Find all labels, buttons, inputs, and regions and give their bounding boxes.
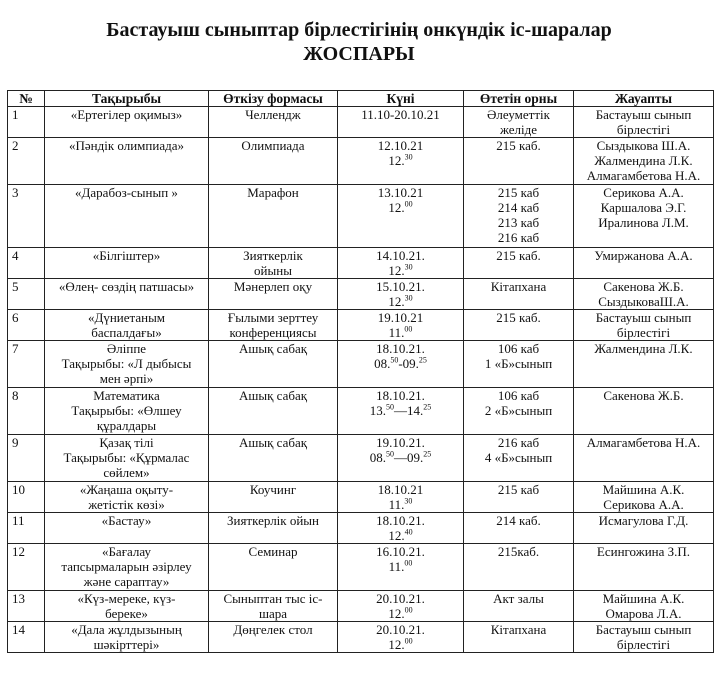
table-row: [8, 513, 714, 544]
date-text: 11.: [388, 497, 405, 512]
table-row: [8, 591, 714, 622]
topic-line: «Білгіштер»: [92, 248, 161, 263]
table-row: [8, 107, 714, 138]
table-row: [8, 482, 714, 513]
cell-number: 13: [8, 591, 45, 622]
header-form: Өткізу формасы: [209, 91, 338, 107]
cell-date: [338, 513, 464, 544]
topic-line: «Дүниетаным: [87, 310, 166, 325]
header-number: №: [8, 91, 45, 107]
date-line: [342, 185, 459, 200]
cell-place: [464, 341, 574, 388]
cell-date: [338, 279, 464, 310]
cell-topic: [45, 435, 209, 482]
cell-form: [209, 388, 338, 435]
place-line: 215 каб: [497, 185, 540, 200]
responsible-line: СыздыковаШ.А.: [598, 294, 689, 309]
topic-line: «Ертегілер оқимыз»: [70, 107, 183, 122]
cell-place: [464, 248, 574, 279]
cell-date: [338, 622, 464, 653]
date-text: 11.: [388, 559, 405, 574]
header-responsible: Жауапты: [574, 91, 714, 107]
date-text: 08.: [374, 356, 391, 371]
topic-line: «Дала жұлдызының: [71, 622, 182, 637]
header-place: Өтетін орны: [464, 91, 574, 107]
table-row: [8, 138, 714, 185]
cell-date: [338, 435, 464, 482]
cell-place: [464, 310, 574, 341]
place-line: 215 каб.: [496, 310, 541, 325]
cell-place: [464, 279, 574, 310]
cell-place: [464, 107, 574, 138]
table-row: [8, 185, 714, 248]
date-text: 12.: [388, 606, 405, 621]
date-line: [342, 341, 459, 356]
cell-responsible: [574, 138, 714, 185]
date-line: [342, 153, 459, 168]
date-text: 13.10.21: [377, 185, 424, 200]
document-subtitle: ЖОСПАРЫ: [303, 43, 415, 65]
table-row: [8, 279, 714, 310]
time-minutes: 50: [390, 355, 399, 365]
topic-line: Қазақ тілі: [99, 435, 154, 450]
date-line: [342, 513, 459, 528]
topic-line: және сараптау»: [83, 574, 170, 589]
date-text: 12.10.21: [377, 138, 424, 153]
place-line: 106 каб: [497, 388, 540, 403]
date-text: 18.10.21.: [376, 341, 425, 356]
date-line: [342, 325, 459, 340]
place-line: 4 «Б»сынып: [484, 450, 553, 465]
form-line: шара: [258, 606, 288, 621]
date-line: [342, 544, 459, 559]
date-text: 19.10.21.: [376, 435, 425, 450]
topic-line: тапсырмаларын әзірлеу: [61, 559, 192, 574]
time-minutes: 00: [404, 636, 413, 646]
cell-place: [464, 388, 574, 435]
place-line: Кітапхана: [490, 622, 547, 637]
topic-line: «Бастау»: [101, 513, 152, 528]
place-line: 2 «Б»сынып: [484, 403, 553, 418]
cell-form: [209, 591, 338, 622]
cell-topic: [45, 279, 209, 310]
topic-line: «Жаңаша оқыту-: [79, 482, 174, 497]
topic-line: Математика: [93, 388, 160, 403]
cell-topic: [45, 107, 209, 138]
table-row: [8, 622, 714, 653]
topic-line: «Күз-мереке, күз-: [77, 591, 176, 606]
date-text: —09.: [394, 450, 424, 465]
form-line: Мәнерлеп оқу: [233, 279, 313, 294]
cell-responsible: [574, 622, 714, 653]
cell-date: [338, 138, 464, 185]
date-text: 20.10.21.: [376, 622, 425, 637]
cell-date: [338, 248, 464, 279]
header-topic: Тақырыбы: [45, 91, 209, 107]
responsible-line: Есингожина З.П.: [596, 544, 691, 559]
table-header-row: [8, 91, 714, 107]
form-line: Коучинг: [249, 482, 297, 497]
cell-place: [464, 544, 574, 591]
date-text: 11.: [388, 325, 405, 340]
cell-form: [209, 482, 338, 513]
place-line: 216 каб: [497, 435, 540, 450]
cell-responsible: [574, 482, 714, 513]
date-text: 11.10-20.10.21: [361, 107, 440, 122]
form-line: конференциясы: [229, 325, 317, 340]
date-line: [342, 200, 459, 215]
place-line: 214 каб: [497, 200, 540, 215]
cell-date: [338, 482, 464, 513]
cell-topic: [45, 341, 209, 388]
cell-place: [464, 482, 574, 513]
form-line: ойыны: [254, 263, 292, 278]
date-text: 15.10.21.: [376, 279, 425, 294]
responsible-line: Жалмендина Л.К.: [594, 341, 693, 356]
topic-line: «Бағалау: [101, 544, 152, 559]
cell-form: [209, 310, 338, 341]
cell-form: [209, 248, 338, 279]
date-line: [342, 388, 459, 403]
cell-date: [338, 341, 464, 388]
topic-line: «Өлең- сөздің патшасы»: [58, 279, 195, 294]
date-line: [342, 263, 459, 278]
date-text: 18.10.21.: [376, 388, 425, 403]
topic-line: құралдары: [96, 418, 157, 433]
cell-place: [464, 622, 574, 653]
place-line: Кітапхана: [490, 279, 547, 294]
place-line: 214 каб.: [496, 513, 541, 528]
topic-line: Тақырыбы: «Құрмалас: [63, 450, 190, 465]
form-line: Ашық сабақ: [238, 435, 308, 450]
time-minutes: 30: [404, 262, 413, 272]
responsible-line: Серикова А.А.: [603, 185, 684, 200]
topic-line: «Дарабоз-сынып »: [75, 185, 178, 200]
cell-responsible: [574, 310, 714, 341]
responsible-line: Иралинова Л.М.: [598, 215, 689, 230]
responsible-line: Умиржанова А.А.: [594, 248, 693, 263]
date-text: 12.: [388, 294, 405, 309]
topic-line: Тақырыбы: «Л дыбысы: [61, 356, 192, 371]
cell-form: [209, 513, 338, 544]
date-line: [342, 403, 459, 418]
date-line: [342, 435, 459, 450]
time-minutes: 25: [423, 402, 432, 412]
table-row: [8, 248, 714, 279]
date-text: 12.: [388, 263, 405, 278]
responsible-line: Исмагулова Г.Д.: [598, 513, 689, 528]
form-line: Олимпиада: [241, 138, 305, 153]
place-line: желіде: [499, 122, 538, 137]
cell-form: [209, 622, 338, 653]
form-line: Челлендж: [245, 107, 301, 122]
cell-form: [209, 107, 338, 138]
time-minutes: 40: [404, 527, 413, 537]
cell-form: [209, 185, 338, 248]
table-row: [8, 544, 714, 591]
cell-date: [338, 544, 464, 591]
date-text: 12.: [388, 153, 405, 168]
place-line: 216 каб: [497, 230, 540, 245]
place-line: Әлеуметтік: [487, 107, 550, 122]
topic-line: шәкірттері»: [93, 637, 160, 652]
date-text: 16.10.21.: [376, 544, 425, 559]
cell-form: [209, 341, 338, 388]
cell-number: 1: [8, 107, 45, 138]
responsible-line: бірлестігі: [616, 325, 671, 340]
cell-place: [464, 591, 574, 622]
form-line: Ғылыми зерттеу: [227, 310, 319, 325]
date-line: [342, 248, 459, 263]
cell-topic: [45, 544, 209, 591]
date-line: [342, 107, 459, 122]
time-minutes: 25: [423, 449, 432, 459]
cell-date: [338, 310, 464, 341]
cell-responsible: [574, 591, 714, 622]
responsible-line: Майшина А.К.: [602, 482, 685, 497]
place-line: 213 каб: [497, 215, 540, 230]
topic-line: Әліппе: [106, 341, 147, 356]
time-minutes: 30: [404, 293, 413, 303]
cell-number: 3: [8, 185, 45, 248]
time-minutes: 30: [404, 152, 413, 162]
date-line: [342, 497, 459, 512]
date-text: 19.10.21: [377, 310, 424, 325]
responsible-line: Бастауыш сынып: [595, 622, 692, 637]
date-line: [342, 450, 459, 465]
cell-date: [338, 107, 464, 138]
place-line: 215 каб.: [496, 248, 541, 263]
time-minutes: 00: [404, 199, 413, 209]
date-text: —14.: [394, 403, 424, 418]
cell-number: 6: [8, 310, 45, 341]
place-line: Акт залы: [493, 591, 544, 606]
cell-number: 4: [8, 248, 45, 279]
date-text: 18.10.21.: [376, 513, 425, 528]
responsible-line: Каршалова Э.Г.: [600, 200, 687, 215]
cell-responsible: [574, 513, 714, 544]
form-line: Семинар: [248, 544, 298, 559]
responsible-line: Сакенова Ж.Б.: [603, 279, 684, 294]
cell-responsible: [574, 107, 714, 138]
cell-topic: [45, 248, 209, 279]
date-line: [342, 559, 459, 574]
form-line: Зияткерлік: [243, 248, 303, 263]
date-line: [342, 310, 459, 325]
cell-place: [464, 435, 574, 482]
responsible-line: Омарова Л.А.: [605, 606, 682, 621]
form-line: Ашық сабақ: [238, 388, 308, 403]
time-minutes: 00: [404, 558, 413, 568]
responsible-line: Сакенова Ж.Б.: [603, 388, 684, 403]
form-line: Зияткерлік ойын: [226, 513, 320, 528]
topic-line: мен әрпі»: [99, 371, 154, 386]
date-text: 18.10.21: [377, 482, 424, 497]
responsible-line: бірлестігі: [616, 637, 671, 652]
responsible-line: Серикова А.А.: [603, 497, 684, 512]
table-row: [8, 310, 714, 341]
form-line: Марафон: [247, 185, 299, 200]
cell-topic: [45, 310, 209, 341]
cell-topic: [45, 185, 209, 248]
cell-place: [464, 138, 574, 185]
time-minutes: 00: [404, 605, 413, 615]
form-line: Ашық сабақ: [238, 341, 308, 356]
date-text: 13.: [369, 403, 386, 418]
date-text: 12.: [388, 200, 405, 215]
cell-topic: [45, 388, 209, 435]
time-minutes: 50: [386, 449, 394, 459]
date-line: [342, 294, 459, 309]
time-minutes: 50: [386, 402, 394, 412]
cell-date: [338, 388, 464, 435]
responsible-line: Бастауыш сынып: [595, 107, 692, 122]
place-line: 215каб.: [497, 544, 540, 559]
topic-line: «Пәндік олимпиада»: [69, 138, 184, 153]
cell-number: 9: [8, 435, 45, 482]
cell-form: [209, 138, 338, 185]
form-line: Дөңгелек стол: [233, 622, 313, 637]
place-line: 1 «Б»сынып: [484, 356, 553, 371]
cell-responsible: [574, 544, 714, 591]
cell-number: 14: [8, 622, 45, 653]
cell-date: [338, 185, 464, 248]
date-text: -09.: [398, 356, 419, 371]
table-row: [8, 341, 714, 388]
topic-line: баспалдағы»: [91, 325, 162, 340]
form-line: Сыныптан тыс іс-: [223, 591, 323, 606]
cell-place: [464, 185, 574, 248]
date-line: [342, 356, 459, 371]
date-text: 12.: [388, 637, 405, 652]
responsible-line: Бастауыш сынып: [595, 310, 692, 325]
responsible-line: Алмагамбетова Н.А.: [586, 435, 701, 450]
cell-number: 8: [8, 388, 45, 435]
cell-topic: [45, 591, 209, 622]
date-line: [342, 482, 459, 497]
document-title: Бастауыш сыныптар бірлестігінің онкүндік іс-шаралар: [106, 19, 612, 41]
date-text: 14.10.21.: [376, 248, 425, 263]
cell-number: 5: [8, 279, 45, 310]
topic-line: сөйлем»: [103, 465, 150, 480]
date-line: [342, 528, 459, 543]
cell-topic: [45, 138, 209, 185]
place-line: 106 каб: [497, 341, 540, 356]
place-line: 215 каб.: [496, 138, 541, 153]
date-line: [342, 606, 459, 621]
cell-responsible: [574, 248, 714, 279]
place-line: 215 каб: [497, 482, 540, 497]
responsible-line: Сыздыкова Ш.А.: [596, 138, 691, 153]
cell-number: 11: [8, 513, 45, 544]
cell-form: [209, 279, 338, 310]
cell-topic: [45, 513, 209, 544]
cell-form: [209, 544, 338, 591]
cell-form: [209, 435, 338, 482]
cell-number: 10: [8, 482, 45, 513]
responsible-line: Майшина А.К.: [602, 591, 685, 606]
cell-number: 12: [8, 544, 45, 591]
date-line: [342, 591, 459, 606]
responsible-line: бірлестігі: [616, 122, 671, 137]
responsible-line: Жалмендина Л.К.: [594, 153, 693, 168]
table-body: [8, 107, 714, 653]
header-date: Күні: [338, 91, 464, 107]
table-row: [8, 388, 714, 435]
cell-responsible: [574, 435, 714, 482]
time-minutes: 30: [404, 496, 413, 506]
date-text: 12.: [388, 528, 405, 543]
cell-date: [338, 591, 464, 622]
cell-topic: [45, 482, 209, 513]
responsible-line: Алмагамбетова Н.А.: [586, 168, 701, 183]
cell-number: 2: [8, 138, 45, 185]
date-line: [342, 279, 459, 294]
topic-line: береке»: [105, 606, 148, 621]
date-text: 20.10.21.: [376, 591, 425, 606]
events-plan-table: [7, 90, 714, 653]
time-minutes: 00: [404, 324, 413, 334]
cell-place: [464, 513, 574, 544]
cell-responsible: [574, 341, 714, 388]
cell-responsible: [574, 279, 714, 310]
date-line: [342, 622, 459, 637]
date-line: [342, 138, 459, 153]
topic-line: Тақырыбы: «Өлшеу: [71, 403, 182, 418]
table-row: [8, 435, 714, 482]
date-line: [342, 637, 459, 652]
cell-number: 7: [8, 341, 45, 388]
cell-topic: [45, 622, 209, 653]
time-minutes: 25: [418, 355, 427, 365]
cell-responsible: [574, 388, 714, 435]
date-text: 08.: [369, 450, 386, 465]
cell-responsible: [574, 185, 714, 248]
topic-line: жетістік көзі»: [88, 497, 165, 512]
